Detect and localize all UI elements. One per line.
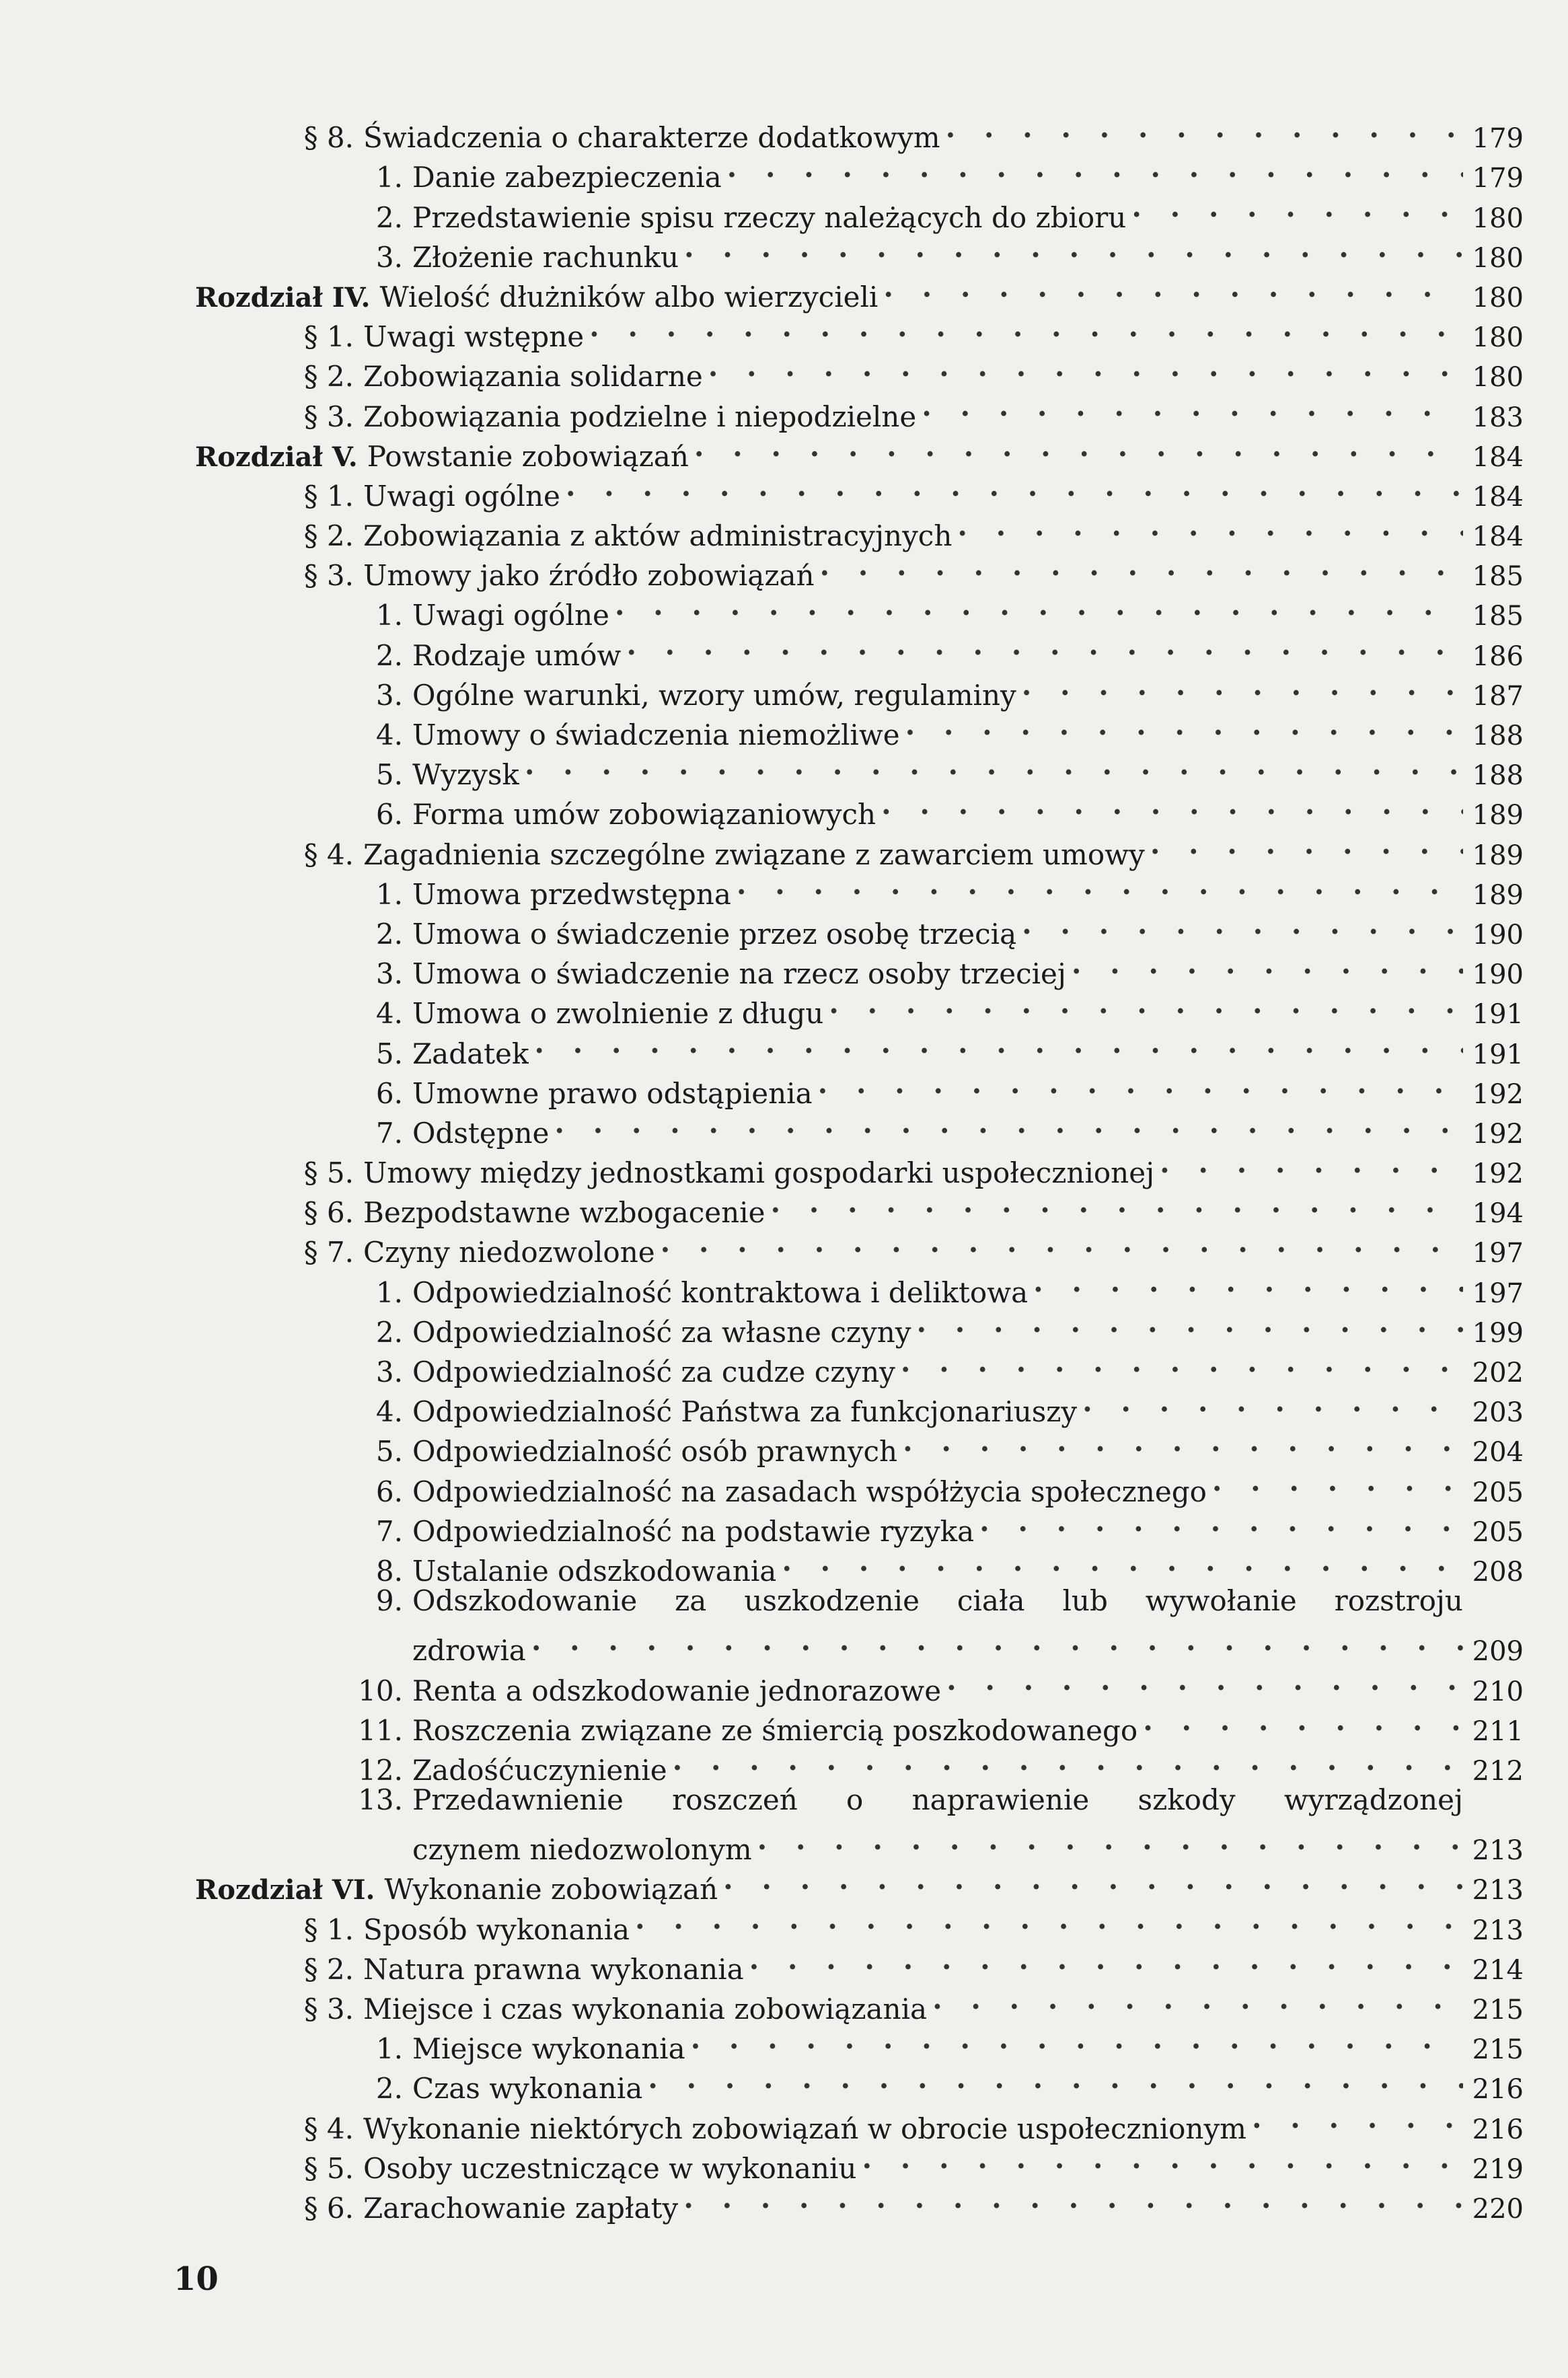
toc-entry-number: § 3. xyxy=(303,559,354,593)
dot-leader xyxy=(737,864,1463,904)
toc-entry-title: Czyny niedozwolone xyxy=(363,1236,655,1269)
toc-entry-title: Umowy między jednostkami gospodarki uspołecznionej xyxy=(363,1156,1155,1190)
toc-entry-title: Zadatek xyxy=(412,1037,529,1070)
toc-subsection-entry xyxy=(195,904,1524,951)
dot-leader xyxy=(683,2178,1463,2218)
toc-entry-number: § 2. xyxy=(303,1952,354,1986)
toc-page-ref: 204 xyxy=(1472,1437,1524,1469)
toc-page-ref: 197 xyxy=(1472,1238,1524,1269)
dot-leader xyxy=(1160,1143,1463,1183)
dot-leader xyxy=(946,1660,1463,1700)
toc-entry-title: Forma umów zobowiązaniowych xyxy=(412,798,876,831)
dot-leader xyxy=(1022,904,1463,944)
toc-page-ref: 194 xyxy=(1472,1198,1524,1230)
dot-leader xyxy=(1072,944,1463,983)
toc-page-ref: 185 xyxy=(1472,561,1524,593)
toc-subsection-entry xyxy=(195,585,1524,632)
toc-section-entry xyxy=(195,1979,1524,2026)
toc-entry-title: Umowy o świadczenia niemożliwe xyxy=(412,718,900,751)
toc-page-ref: 202 xyxy=(1472,1358,1524,1388)
dot-leader xyxy=(1033,1262,1463,1302)
toc-subsection-entry xyxy=(195,1103,1524,1150)
toc-page-ref: 185 xyxy=(1472,601,1524,632)
toc-entry-number: 3. xyxy=(375,678,403,712)
toc-subsection-entry xyxy=(195,1581,1524,1621)
toc-entry-title: Zarachowanie zapłaty xyxy=(363,2191,679,2225)
toc-page-ref: 203 xyxy=(1472,1397,1524,1429)
dot-leader xyxy=(534,1023,1463,1063)
toc-subsection-entry xyxy=(195,2019,1524,2066)
dot-leader xyxy=(708,346,1463,386)
toc-entry-number: 9. xyxy=(375,1584,403,1617)
toc-entry-number: 7. xyxy=(375,1116,403,1150)
toc-section-entry xyxy=(195,1183,1524,1230)
dot-leader xyxy=(922,386,1463,426)
toc-subsection-entry xyxy=(195,1421,1524,1469)
toc-entry-number: 3. xyxy=(375,957,403,991)
toc-page-ref: 199 xyxy=(1472,1317,1524,1349)
dot-leader xyxy=(673,1740,1463,1780)
toc-page-ref: 211 xyxy=(1472,1715,1524,1747)
dot-leader xyxy=(525,745,1463,784)
toc-page-ref: 189 xyxy=(1472,840,1524,871)
toc-section-entry xyxy=(195,466,1524,513)
toc-entry-title: Zobowiązania podzielne i niepodzielne xyxy=(363,400,917,433)
toc-subsection-entry xyxy=(195,1302,1524,1349)
toc-entry-title: zdrowia xyxy=(412,1634,526,1668)
dot-leader xyxy=(905,705,1463,745)
toc-subsection-entry xyxy=(195,1541,1524,1588)
toc-page-ref: 189 xyxy=(1472,800,1524,831)
dot-leader xyxy=(901,1342,1463,1382)
toc-subsection-entry xyxy=(195,1461,1524,1508)
dot-leader xyxy=(727,147,1463,187)
toc-subsection-entry xyxy=(195,1701,1524,1747)
toc-entry-number: 1. xyxy=(375,599,403,632)
toc-page-ref: 214 xyxy=(1472,1954,1524,1986)
toc-entry-title: Miejsce i czas wykonania zobowiązania xyxy=(363,1993,928,2026)
toc-entry-number: § 2. xyxy=(303,360,354,394)
toc-entry-number: 12. xyxy=(358,1753,403,1787)
toc-subsection-entry xyxy=(195,1501,1524,1548)
dot-leader xyxy=(862,2139,1463,2178)
toc-section-entry xyxy=(195,1222,1524,1269)
toc-page-ref: 208 xyxy=(1472,1556,1524,1588)
toc-entry-title: Przedawnienie roszczeń o naprawienie szkody wyrządzonej xyxy=(412,1783,1463,1816)
toc-entry-number: Rozdział V. xyxy=(195,441,358,473)
toc-entry-number: § 6. xyxy=(303,1196,354,1230)
toc-page-ref: 186 xyxy=(1472,640,1524,672)
toc-subsection-entry xyxy=(195,864,1524,911)
toc-entry-number: 1. xyxy=(375,1275,403,1309)
toc-subsection-entry xyxy=(195,1621,1524,1668)
toc-section-entry xyxy=(195,1939,1524,1986)
toc-page-ref: 205 xyxy=(1472,1516,1524,1548)
toc-subsection-entry xyxy=(195,1342,1524,1388)
dot-leader xyxy=(917,1302,1463,1342)
toc-page-ref: 188 xyxy=(1472,720,1524,751)
toc-section-entry xyxy=(195,307,1524,354)
toc-page-ref: 189 xyxy=(1472,879,1524,911)
toc-entry-number: § 4. xyxy=(303,838,354,871)
toc-section-entry xyxy=(195,386,1524,433)
dot-leader xyxy=(589,307,1463,346)
toc-subsection-entry xyxy=(195,2058,1524,2106)
toc-entry-title: Bezpodstawne wzbogacenie xyxy=(363,1196,766,1230)
toc-page-ref: 216 xyxy=(1472,2114,1524,2145)
dot-leader xyxy=(626,625,1463,665)
toc-entry-title: Rodzaje umów xyxy=(412,638,622,672)
toc-entry-title: czynem niedozwolonym xyxy=(412,1833,752,1867)
toc-entry-number: § 4. xyxy=(303,2112,354,2145)
toc-entry-number: Rozdział IV. xyxy=(195,281,371,313)
toc-entry-number: § 6. xyxy=(303,2191,354,2225)
toc-entry-number: 7. xyxy=(375,1514,403,1548)
toc-entry-number: 3. xyxy=(375,240,403,274)
toc-entry-title: Odpowiedzialność za cudze czyny xyxy=(412,1355,895,1388)
toc-entry-title: Umowa przedwstępna xyxy=(412,877,731,911)
toc-entry-number: 2. xyxy=(375,917,403,951)
toc-subsection-entry xyxy=(195,1262,1524,1309)
toc-entry-number: 1. xyxy=(375,2032,403,2066)
toc-subsection-entry xyxy=(195,1780,1524,1820)
toc-entry-number: 5. xyxy=(375,758,403,792)
dot-leader xyxy=(782,1541,1463,1581)
toc-entry-number: § 5. xyxy=(303,2151,354,2185)
toc-entry-number: § 1. xyxy=(303,1912,354,1946)
toc-page-ref: 184 xyxy=(1472,481,1524,513)
toc-entry-title: Miejsce wykonania xyxy=(412,2032,685,2066)
toc-entry-title: Zadośćuczynienie xyxy=(412,1753,667,1787)
toc-page-ref: 219 xyxy=(1472,2153,1524,2185)
toc-subsection-entry xyxy=(195,784,1524,831)
toc-section-entry xyxy=(195,1143,1524,1190)
toc-subsection-entry xyxy=(195,187,1524,234)
toc-section-entry xyxy=(195,2098,1524,2145)
dot-leader xyxy=(1131,187,1463,227)
toc-entry-title: Uwagi ogólne xyxy=(363,479,560,513)
toc-section-entry xyxy=(195,108,1524,155)
toc-subsection-entry xyxy=(195,227,1524,274)
toc-entry-title: Wielość dłużników albo wierzycieli xyxy=(379,280,879,313)
toc-entry-title: Zagadnienia szczególne związane z zawarciem umowy xyxy=(363,838,1145,871)
toc-entry-number: 13. xyxy=(358,1783,403,1816)
toc-page-ref: 179 xyxy=(1472,163,1524,194)
toc-entry-number: 11. xyxy=(358,1713,403,1747)
toc-entry-number: § 8. xyxy=(303,121,354,155)
dot-leader xyxy=(554,1103,1463,1143)
toc-entry-title: Powstanie zobowiązań xyxy=(367,439,689,473)
dot-leader xyxy=(694,426,1463,466)
toc-entry-title: Umowa o świadczenie na rzecz osoby trzeciej xyxy=(412,957,1066,991)
toc-page-ref: 213 xyxy=(1472,1915,1524,1946)
toc-page-ref: 188 xyxy=(1472,760,1524,792)
toc-entry-title: Natura prawna wykonania xyxy=(363,1952,744,1986)
toc-page-ref: 192 xyxy=(1472,1158,1524,1190)
toc-page-ref: 192 xyxy=(1472,1118,1524,1150)
toc-subsection-entry xyxy=(195,705,1524,751)
toc-page-ref: 205 xyxy=(1472,1477,1524,1508)
dot-leader xyxy=(957,506,1463,546)
toc-page-ref: 213 xyxy=(1472,1875,1524,1906)
toc-section-entry xyxy=(195,824,1524,871)
toc-entry-title: Zobowiązania solidarne xyxy=(363,360,703,394)
toc-entry-title: Odpowiedzialność osób prawnych xyxy=(412,1435,898,1469)
toc-section-entry xyxy=(195,2139,1524,2185)
toc-entry-number: § 1. xyxy=(303,479,354,513)
toc-page-ref: 180 xyxy=(1472,362,1524,394)
toc-page-ref: 180 xyxy=(1472,202,1524,234)
table-of-contents xyxy=(195,108,1524,2225)
toc-entry-title: Odpowiedzialność na zasadach współżycia społecznego xyxy=(412,1475,1207,1508)
toc-page-ref: 212 xyxy=(1472,1755,1524,1787)
toc-entry-title: Świadczenia o charakterze dodatkowym xyxy=(363,121,940,155)
toc-entry-title: Złożenie rachunku xyxy=(412,240,679,274)
dot-leader xyxy=(829,983,1463,1023)
toc-entry-title: Uwagi wstępne xyxy=(363,320,585,354)
dot-leader xyxy=(691,2019,1463,2058)
toc-page-ref: 190 xyxy=(1472,959,1524,991)
toc-page-ref: 180 xyxy=(1472,322,1524,354)
toc-entry-number: 8. xyxy=(375,1554,403,1588)
dot-leader xyxy=(1150,824,1463,864)
toc-entry-number: 1. xyxy=(375,877,403,911)
dot-leader xyxy=(932,1979,1463,2019)
dot-leader xyxy=(648,2058,1463,2098)
toc-entry-title: Umowa o świadczenie przez osobę trzecią xyxy=(412,917,1017,951)
toc-page-ref: 184 xyxy=(1472,441,1524,473)
toc-entry-number: 10. xyxy=(358,1674,403,1707)
toc-page-ref: 191 xyxy=(1472,999,1524,1031)
toc-section-entry xyxy=(195,2178,1524,2225)
toc-chapter-entry xyxy=(195,267,1524,313)
toc-page-ref: 180 xyxy=(1472,242,1524,274)
toc-page-ref: 190 xyxy=(1472,919,1524,951)
toc-subsection-entry xyxy=(195,147,1524,194)
toc-entry-number: § 7. xyxy=(303,1236,354,1269)
dot-leader xyxy=(531,1621,1463,1660)
toc-entry-number: 5. xyxy=(375,1037,403,1070)
toc-entry-title: Odpowiedzialność za własne czyny xyxy=(412,1315,911,1349)
toc-entry-number: 6. xyxy=(375,798,403,831)
dot-leader xyxy=(1252,2098,1463,2138)
toc-entry-number: § 2. xyxy=(303,519,354,553)
toc-subsection-entry xyxy=(195,1023,1524,1070)
toc-page-ref: 215 xyxy=(1472,2034,1524,2066)
toc-page-ref: 179 xyxy=(1472,123,1524,155)
toc-entry-title: Umowne prawo odstąpienia xyxy=(412,1076,813,1110)
toc-page-ref: 197 xyxy=(1472,1277,1524,1309)
toc-page-ref: 209 xyxy=(1472,1636,1524,1668)
toc-entry-title: Wykonanie zobowiązań xyxy=(384,1873,718,1906)
toc-entry-number: 2. xyxy=(375,2072,403,2106)
toc-entry-title: Sposób wykonania xyxy=(363,1912,630,1946)
toc-entry-number: 4. xyxy=(375,1395,403,1429)
toc-page-ref: 192 xyxy=(1472,1078,1524,1110)
toc-subsection-entry xyxy=(195,1382,1524,1429)
toc-section-entry xyxy=(195,506,1524,553)
toc-entry-title: Odpowiedzialność Państwa za funkcjonariuszy xyxy=(412,1395,1078,1429)
toc-entry-number: § 1. xyxy=(303,320,354,354)
toc-subsection-entry xyxy=(195,745,1524,792)
toc-subsection-entry xyxy=(195,1064,1524,1110)
toc-entry-number: 6. xyxy=(375,1076,403,1110)
toc-entry-title: Odstępne xyxy=(412,1116,550,1150)
toc-entry-number: 2. xyxy=(375,200,403,234)
toc-entry-number: 2. xyxy=(375,638,403,672)
dot-leader xyxy=(820,546,1463,585)
toc-entry-title: Odszkodowanie za uszkodzenie ciała lub wywołanie rozstroju xyxy=(412,1584,1463,1617)
dot-leader xyxy=(635,1899,1463,1939)
toc-entry-number: § 5. xyxy=(303,1156,354,1190)
toc-entry-title: Odpowiedzialność kontraktowa i deliktowa xyxy=(412,1275,1029,1309)
toc-entry-number: Rozdział VI. xyxy=(195,1874,375,1906)
toc-entry-title: Umowa o zwolnienie z długu xyxy=(412,997,824,1031)
dot-leader xyxy=(566,466,1463,506)
toc-page-ref: 210 xyxy=(1472,1676,1524,1707)
toc-entry-number: 4. xyxy=(375,997,403,1031)
toc-entry-title: Ustalanie odszkodowania xyxy=(412,1554,777,1588)
toc-entry-number: 4. xyxy=(375,718,403,751)
dot-leader xyxy=(723,1859,1463,1899)
dot-leader xyxy=(881,784,1463,824)
toc-section-entry xyxy=(195,546,1524,593)
dot-leader xyxy=(757,1820,1463,1859)
dot-leader xyxy=(1143,1701,1463,1740)
toc-entry-number: § 3. xyxy=(303,1993,354,2026)
toc-page-ref: 216 xyxy=(1472,2074,1524,2106)
toc-entry-title: Odpowiedzialność na podstawie ryzyka xyxy=(412,1514,975,1548)
toc-page-ref: 180 xyxy=(1472,282,1524,313)
toc-subsection-entry xyxy=(195,1660,1524,1707)
dot-leader xyxy=(770,1183,1463,1222)
dot-leader xyxy=(1022,665,1463,705)
toc-entry-title: Zobowiązania z aktów administracyjnych xyxy=(363,519,953,553)
toc-section-entry xyxy=(195,1899,1524,1946)
toc-entry-title: Ogólne warunki, wzory umów, regulaminy xyxy=(412,678,1016,712)
toc-entry-number: 5. xyxy=(375,1435,403,1469)
toc-entry-title: Osoby uczestniczące w wykonaniu xyxy=(363,2151,857,2185)
toc-page-ref: 213 xyxy=(1472,1835,1524,1867)
dot-leader xyxy=(615,585,1463,625)
dot-leader xyxy=(979,1501,1463,1541)
toc-entry-number: 3. xyxy=(375,1355,403,1388)
toc-subsection-entry xyxy=(195,665,1524,712)
dot-leader xyxy=(883,267,1463,307)
dot-leader xyxy=(684,227,1463,267)
dot-leader xyxy=(1082,1382,1463,1421)
toc-entry-title: Umowy jako źródło zobowiązań xyxy=(363,559,815,593)
toc-subsection-entry xyxy=(195,1740,1524,1787)
toc-entry-number: 1. xyxy=(375,161,403,194)
toc-entry-title: Wykonanie niektórych zobowiązań w obrocie uspołecznionym xyxy=(363,2112,1247,2145)
dot-leader xyxy=(749,1939,1463,1979)
toc-chapter-entry xyxy=(195,1859,1524,1906)
toc-chapter-entry xyxy=(195,426,1524,473)
dot-leader xyxy=(818,1064,1463,1103)
toc-entry-number: 6. xyxy=(375,1475,403,1508)
dot-leader xyxy=(903,1421,1463,1461)
toc-entry-number: 2. xyxy=(375,1315,403,1349)
toc-section-entry xyxy=(195,346,1524,394)
toc-subsection-entry xyxy=(195,625,1524,672)
dot-leader xyxy=(946,108,1463,147)
dot-leader xyxy=(1212,1461,1463,1501)
toc-entry-title: Renta a odszkodowanie jednorazowe xyxy=(412,1674,942,1707)
toc-page-ref: 184 xyxy=(1472,521,1524,553)
toc-subsection-entry xyxy=(195,944,1524,991)
toc-page-ref: 220 xyxy=(1472,2193,1524,2225)
toc-entry-title: Danie zabezpieczenia xyxy=(412,161,722,194)
toc-subsection-entry xyxy=(195,983,1524,1031)
toc-page-ref: 215 xyxy=(1472,1995,1524,2026)
toc-page-ref: 187 xyxy=(1472,680,1524,712)
toc-entry-title: Wyzysk xyxy=(412,758,519,792)
toc-entry-title: Roszczenia związane ze śmiercią poszkodowanego xyxy=(412,1713,1138,1747)
toc-entry-title: Przedstawienie spisu rzeczy należących do zbioru xyxy=(412,200,1127,234)
toc-subsection-entry xyxy=(195,1820,1524,1867)
toc-page-ref: 191 xyxy=(1472,1039,1524,1070)
toc-entry-title: Uwagi ogólne xyxy=(412,599,609,632)
toc-page-ref: 183 xyxy=(1472,402,1524,433)
dot-leader xyxy=(661,1222,1463,1262)
toc-entry-number: § 3. xyxy=(303,400,354,433)
page-number: 10 xyxy=(174,2260,219,2298)
toc-entry-title: Czas wykonania xyxy=(412,2072,643,2106)
